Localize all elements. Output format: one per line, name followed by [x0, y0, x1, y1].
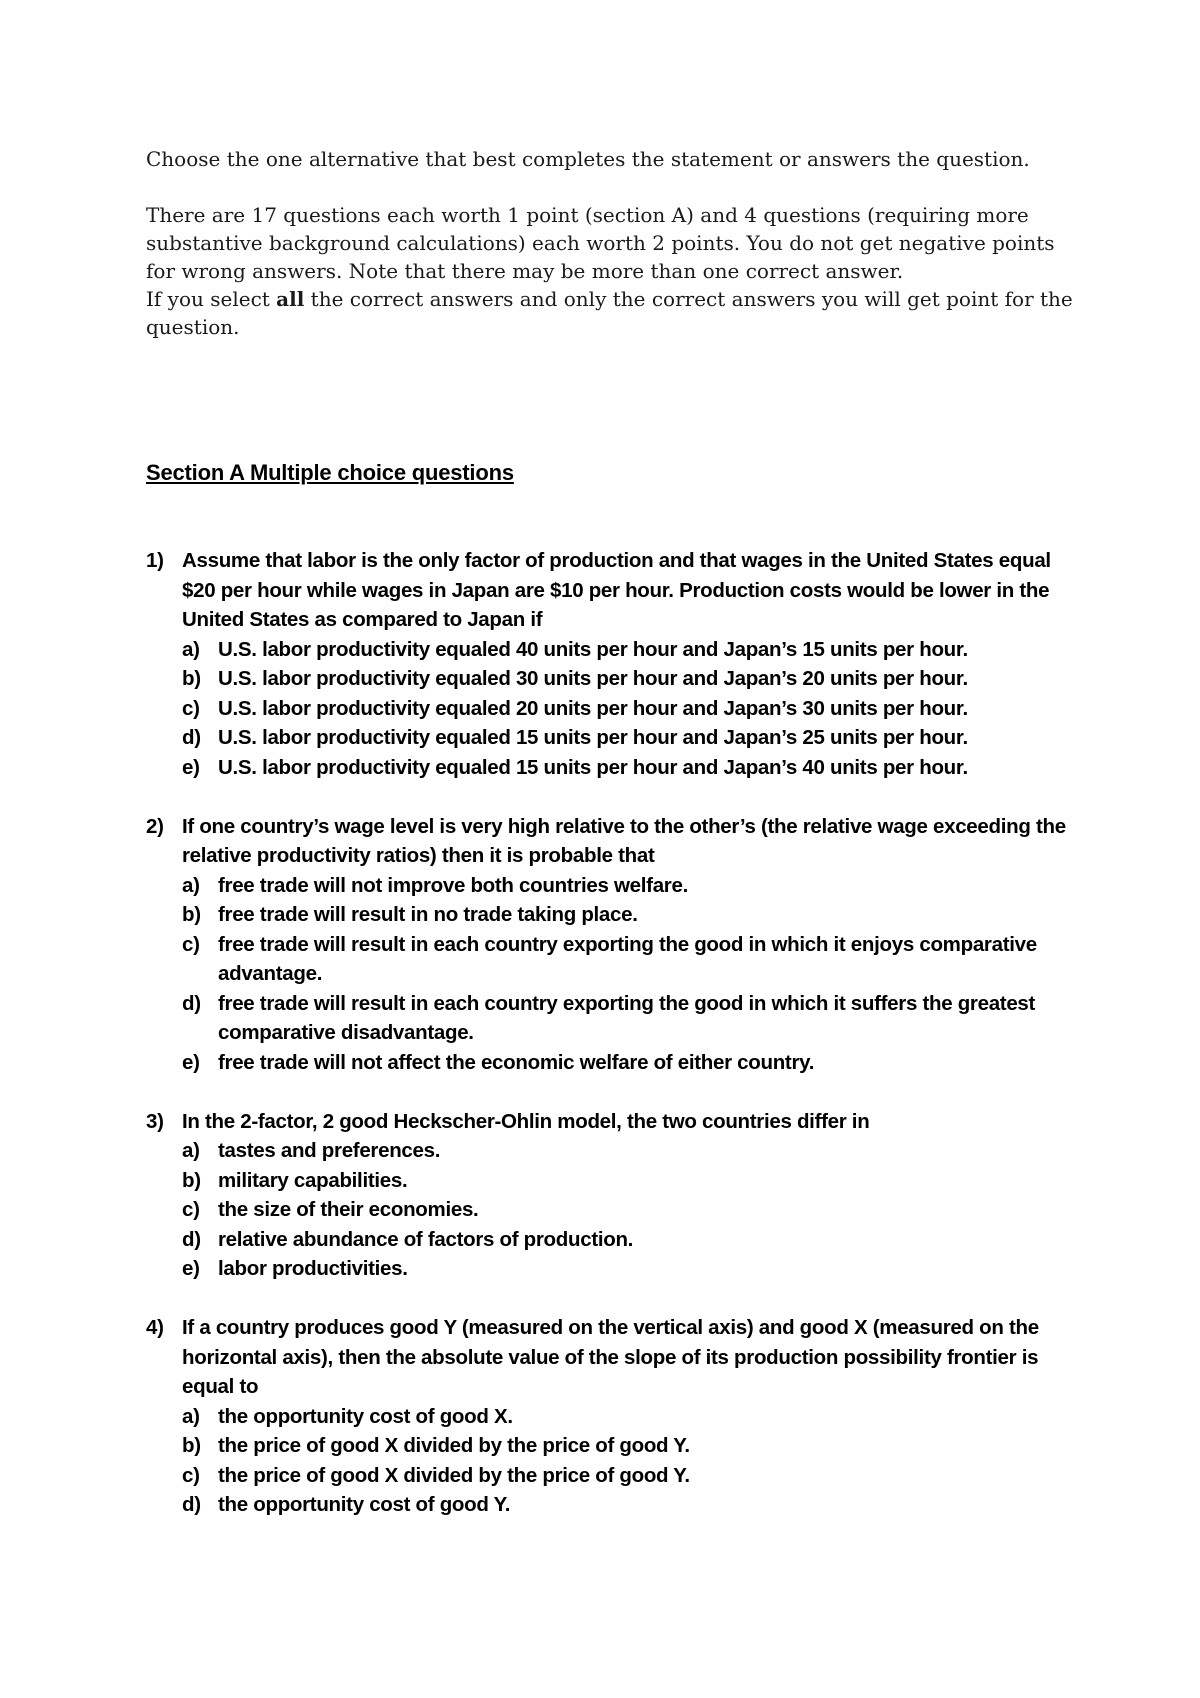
option-letter: b) [182, 1434, 201, 1457]
question-3 [146, 1107, 1066, 1284]
instructions-block [146, 145, 1086, 341]
question-list [146, 546, 1066, 1549]
question-text: In the 2-factor, 2 good Heckscher-Ohlin model, the two countries differ in [182, 1109, 870, 1133]
option-b [182, 900, 1066, 930]
option-text: free trade will not improve both countries welfare. [218, 873, 688, 897]
question-stem [146, 1107, 1066, 1137]
option-d [182, 1225, 1066, 1255]
option-text: U.S. labor productivity equaled 20 units per hour and Japan’s 30 units per hour. [218, 696, 968, 720]
option-b [182, 1431, 1066, 1461]
option-letter: b) [182, 1168, 201, 1192]
option-letter: b) [182, 667, 201, 690]
option-text: tastes and preferences. [218, 1139, 441, 1162]
option-letter: b) [182, 903, 201, 926]
option-letter: e) [182, 1050, 200, 1074]
option-a [182, 1402, 1066, 1432]
option-letter: e) [182, 1257, 200, 1280]
option-e [182, 753, 1066, 783]
option-letter: c) [182, 1463, 200, 1487]
option-text: U.S. labor productivity equaled 40 units per hour and Japan’s 15 units per hour. [218, 637, 968, 661]
option-letter: c) [182, 1198, 200, 1221]
instructions-paragraph-3 [146, 285, 1086, 341]
option-a [182, 635, 1066, 665]
question-number: 2) [146, 814, 164, 838]
option-a [182, 1136, 1066, 1166]
question-4 [146, 1313, 1066, 1520]
question-2 [146, 812, 1066, 1078]
option-letter: a) [182, 1404, 200, 1428]
instructions-line-1: Choose the one alternative that best completes the statement or answers the question. [146, 147, 1030, 171]
option-text: U.S. labor productivity equaled 15 units per hour and Japan’s 25 units per hour. [218, 726, 968, 749]
question-number: 3) [146, 1109, 164, 1133]
question-stem [146, 1313, 1066, 1402]
question-number: 4) [146, 1316, 164, 1339]
option-a [182, 871, 1066, 901]
question-text: If a country produces good Y (measured on the vertical axis) and good X (measured on the horizontal axis), then the absolute value of the slope of its production possibility frontier is equal to [182, 1316, 1039, 1398]
option-d [182, 723, 1066, 753]
option-letter: d) [182, 991, 201, 1015]
option-text: U.S. labor productivity equaled 30 units per hour and Japan’s 20 units per hour. [218, 667, 968, 690]
option-b [182, 1166, 1066, 1196]
section-title: Section A Multiple choice questions [146, 460, 514, 485]
option-text: labor productivities. [218, 1257, 408, 1280]
option-text: free trade will result in each country exporting the good in which it suffers the greatest comparative disadvantage. [218, 991, 1036, 1044]
question-stem [146, 546, 1066, 635]
option-b [182, 664, 1066, 694]
option-text: free trade will result in no trade taking place. [218, 903, 638, 926]
option-letter: a) [182, 1139, 200, 1162]
option-c [182, 1461, 1066, 1491]
option-text: the opportunity cost of good Y. [218, 1493, 511, 1516]
question-stem [146, 812, 1066, 871]
option-letter: d) [182, 1227, 201, 1251]
option-text: the size of their economies. [218, 1198, 479, 1221]
option-letter: c) [182, 932, 200, 956]
option-letter: a) [182, 637, 200, 661]
question-text: If one country’s wage level is very high relative to the other’s (the relative wage exceeding the relative productivity ratios) then it is probable that [182, 814, 1066, 867]
option-e [182, 1254, 1066, 1284]
option-text: military capabilities. [218, 1168, 408, 1192]
option-c [182, 694, 1066, 724]
option-letter: a) [182, 873, 200, 897]
option-d [182, 1490, 1066, 1520]
instructions-p3-bold: all [276, 287, 305, 311]
option-letter: d) [182, 1493, 201, 1516]
option-text: relative abundance of factors of production. [218, 1227, 634, 1251]
question-number: 1) [146, 549, 164, 572]
option-text: the price of good X divided by the price of good Y. [218, 1463, 690, 1487]
option-letter: d) [182, 726, 201, 749]
option-text: U.S. labor productivity equaled 15 units per hour and Japan’s 40 units per hour. [218, 755, 968, 779]
option-text: free trade will result in each country exporting the good in which it enjoys comparative advantage. [218, 932, 1037, 985]
option-c [182, 1195, 1066, 1225]
option-text: the price of good X divided by the price of good Y. [218, 1434, 690, 1457]
option-text: the opportunity cost of good X. [218, 1404, 513, 1428]
instructions-p3-pre: If you select [146, 287, 277, 311]
option-d [182, 989, 1066, 1048]
option-e [182, 1048, 1066, 1078]
option-letter: c) [182, 696, 200, 720]
paragraph-spacer [146, 173, 1086, 201]
option-text: free trade will not affect the economic welfare of either country. [218, 1050, 815, 1074]
instructions-p3-post: the correct answers and only the correct answers you will get point for the question. [146, 287, 1073, 339]
question-1 [146, 546, 1066, 782]
option-c [182, 930, 1066, 989]
instructions-paragraph-2: There are 17 questions each worth 1 point (section A) and 4 questions (requiring more substantive background calculations) each worth 2 points. You do not get negative points for wrong answers. Note that there may be more than one correct answer. [146, 203, 1055, 283]
option-letter: e) [182, 755, 200, 779]
question-text: Assume that labor is the only factor of production and that wages in the United States equal $20 per hour while wages in Japan are $10 per hour. Production costs would be lower in the United States as compared to Japan if [182, 549, 1051, 631]
